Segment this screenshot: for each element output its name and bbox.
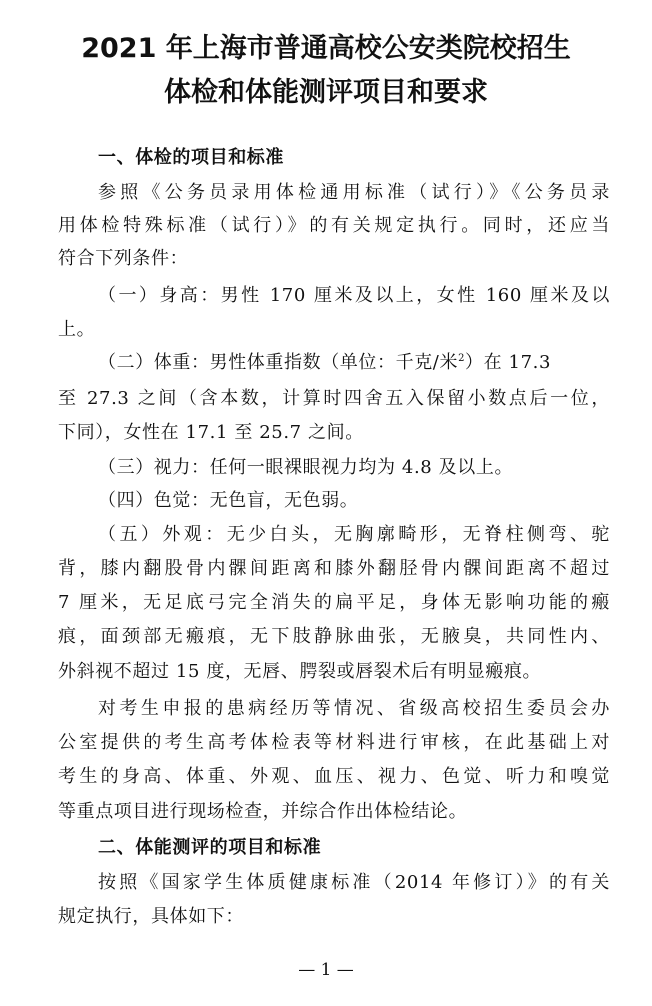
criterion-vision: （三）视力：任何一眼裸眼视力均为 4.8 及以上。 bbox=[98, 457, 514, 478]
weight-text-a: （二）体重：男性体重指数（单位：千克/米 bbox=[98, 352, 459, 373]
paragraph-line: 等重点项目进行现场检查，并综合作出体检结论。 bbox=[58, 801, 468, 822]
paragraph-line: 下同），女性在 17.1 至 25.7 之间。 bbox=[58, 422, 364, 443]
criterion-appearance: （五）外观：无少白头，无胸廓畸形，无脊柱侧弯、驼 bbox=[98, 524, 610, 545]
paragraph-line: 符合下列条件： bbox=[58, 248, 189, 269]
unit-superscript: 2 bbox=[458, 353, 466, 364]
criterion-height: （一）身高：男性 170 厘米及以上，女性 160 厘米及以 bbox=[98, 285, 610, 306]
weight-text-b: ）在 17.3 bbox=[465, 352, 552, 373]
paragraph-line: 规定执行，具体如下： bbox=[58, 906, 244, 927]
criterion-color-vision: （四）色觉：无色盲，无色弱。 bbox=[98, 490, 359, 511]
paragraph-line: 外斜视不超过 15 度，无唇、腭裂或唇裂术后有明显瘢痕。 bbox=[58, 661, 542, 682]
page-number: — 1 — bbox=[298, 960, 354, 980]
criterion-weight bbox=[98, 351, 610, 375]
paragraph-line: 考生的身高、体重、外观、血压、视力、色觉、听力和嗅觉 bbox=[58, 766, 610, 787]
paragraph-line: 按照《国家学生体质健康标准（2014 年修订）》的有关 bbox=[98, 872, 610, 893]
paragraph-line: 痕，面颈部无瘢痕，无下肢静脉曲张，无腋臭，共同性内、 bbox=[58, 626, 610, 647]
document-title-line-2: 体检和体能测评项目和要求 bbox=[164, 77, 488, 108]
paragraph-review: 对考生申报的患病经历等情况、省级高校招生委员会办 bbox=[98, 698, 610, 719]
section-heading-physical-exam: 一、体检的项目和标准 bbox=[98, 147, 284, 168]
paragraph-line: 上。 bbox=[58, 319, 96, 340]
paragraph-line: 7 厘米，无足底弓完全消失的扁平足，身体无影响功能的瘢 bbox=[58, 592, 610, 613]
document-title-line-1: 2021 年上海市普通高校公安类院校招生 bbox=[81, 33, 571, 64]
paragraph-line: 至 27.3 之间（含本数，计算时四舍五入保留小数点后一位， bbox=[58, 388, 610, 409]
paragraph-line: 背，膝内翻股骨内髁间距离和膝外翻胫骨内髁间距离不超过 bbox=[58, 558, 610, 579]
paragraph-line: 参照《公务员录用体检通用标准（试行）》《公务员录 bbox=[98, 182, 610, 203]
paragraph-line: 用体检特殊标准（试行）》的有关规定执行。同时，还应当 bbox=[58, 215, 610, 236]
paragraph-line: 公室提供的考生高考体检表等材料进行审核，在此基础上对 bbox=[58, 732, 610, 753]
section-heading-fitness-test: 二、体能测评的项目和标准 bbox=[98, 837, 322, 858]
